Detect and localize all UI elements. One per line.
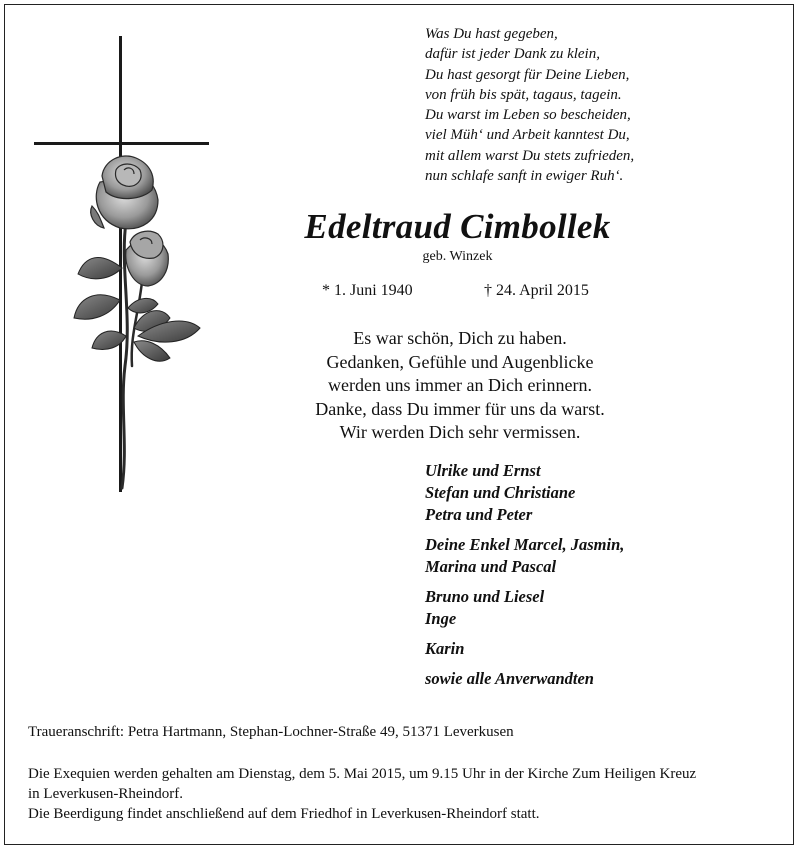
poem-line: Du warst im Leben so bescheiden,: [425, 107, 631, 124]
rose-icon: [91, 156, 158, 229]
rose-icon: [126, 231, 169, 286]
mourner-group: [425, 668, 624, 690]
mourner-group: [425, 638, 624, 660]
service-line: Die Beerdigung findet anschließend auf dem Friedhof in Leverkusen-Rheindorf statt.: [28, 806, 540, 822]
mourner-line: Inge: [425, 609, 457, 628]
mourner-line: sowie alle Anverwandten: [425, 669, 594, 688]
verse-line: Es war schön, Dich zu haben.: [353, 328, 567, 348]
service-line: in Leverkusen-Rheindorf.: [28, 786, 183, 802]
service-details: [28, 764, 696, 824]
verse-line: Danke, dass Du immer für uns da warst.: [315, 398, 605, 419]
poem-line: dafür ist jeder Dank zu klein,: [425, 46, 600, 63]
verse-line: werden uns immer an Dich erinnern.: [328, 375, 592, 396]
farewell-verse: [290, 327, 630, 445]
verse-line: Wir werden Dich sehr vermissen.: [339, 422, 581, 443]
mourning-address: Traueranschrift: Petra Hartmann, Stephan-Lochner-Straße 49, 51371 Leverkusen: [28, 724, 514, 740]
poem: [425, 24, 634, 186]
verse-line: Gedanken, Gefühle und Augenblicke: [326, 351, 594, 372]
mourner-line: Petra und Peter: [425, 505, 533, 524]
poem-line: viel Müh‘ und Arbeit kanntest Du,: [425, 127, 630, 144]
poem-line: mit allem warst Du stets zufrieden,: [425, 147, 635, 164]
mourner-line: Karin: [425, 639, 465, 658]
mourner-line: Stefan und Christiane: [425, 483, 576, 502]
poem-line: Was Du hast gegeben,: [425, 26, 558, 42]
poem-line: Du hast gesorgt für Deine Lieben,: [425, 66, 630, 83]
service-line: Die Exequien werden gehalten am Dienstag, dem 5. Mai 2015, um 9.15 Uhr in der Kirche Zum Heiligen Kreuz: [28, 766, 697, 782]
cross-icon: [34, 36, 209, 492]
mourner-line: Marina und Pascal: [425, 557, 557, 576]
mourner-line: Bruno und Liesel: [425, 587, 545, 606]
mourner-line: Deine Enkel Marcel, Jasmin,: [425, 535, 625, 554]
mourner-line: Ulrike und Ernst: [425, 461, 541, 480]
mourner-group: [425, 460, 624, 526]
deceased-name: Edeltraud Cimbollek: [304, 207, 611, 246]
death-date: † 24. April 2015: [484, 282, 589, 299]
mourners-list: [425, 460, 624, 698]
poem-line: nun schlafe sanft in ewiger Ruh‘.: [425, 168, 624, 185]
birth-date: * 1. Juni 1940: [322, 282, 413, 299]
poem-line: von früh bis spät, tagaus, tagein.: [425, 86, 622, 103]
mourner-group: [425, 586, 624, 630]
cross-with-roses-illustration: [30, 36, 220, 496]
maiden-name: geb. Winzek: [422, 249, 493, 264]
mourner-group: [425, 534, 624, 578]
